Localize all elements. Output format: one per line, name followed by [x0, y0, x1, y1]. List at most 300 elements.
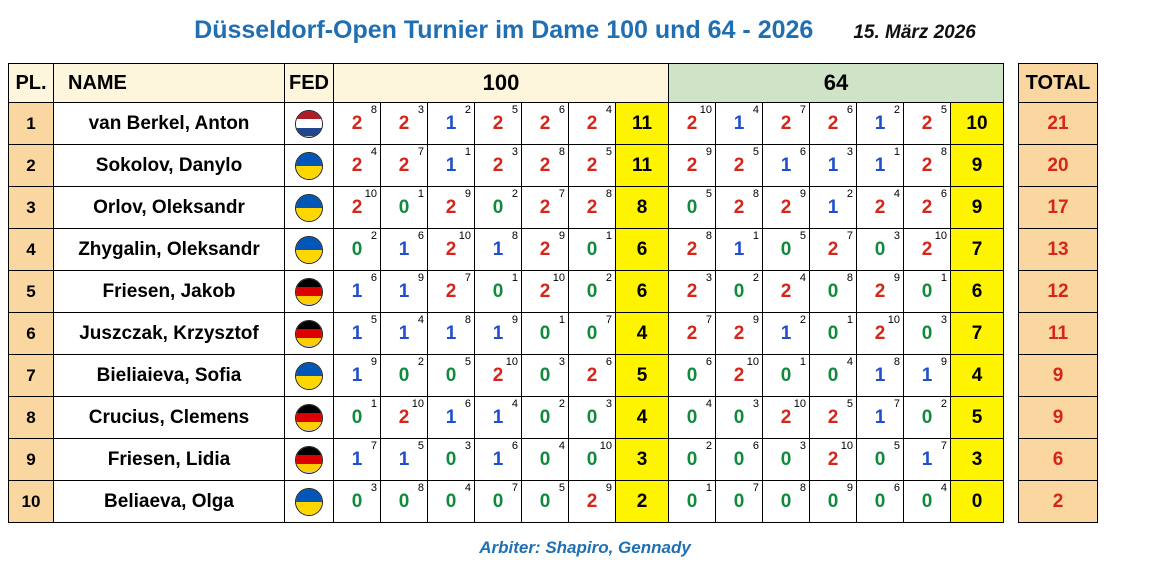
game-score: 2 — [874, 281, 886, 302]
cell-player-name: Beliaeva, Olga — [54, 481, 285, 523]
opponent-number: 6 — [464, 398, 471, 410]
cell-game-result — [522, 355, 569, 397]
cell-game-result — [904, 187, 951, 229]
game-score: 2 — [874, 323, 886, 344]
cell-game-result — [381, 145, 428, 187]
cell-total: 20 — [1019, 145, 1098, 187]
opponent-number: 4 — [511, 398, 518, 410]
cell-game-result — [334, 103, 381, 145]
game-score: 2 — [586, 197, 598, 218]
table-row — [9, 271, 1098, 313]
cell-place: 1 — [9, 103, 54, 145]
game-score: 1 — [492, 407, 504, 428]
opponent-number: 4 — [799, 272, 806, 284]
game-score: 0 — [686, 491, 698, 512]
cell-game-result — [857, 229, 904, 271]
game-score: 2 — [539, 281, 551, 302]
game-score: 0 — [398, 491, 410, 512]
cell-federation — [285, 103, 334, 145]
cell-game-result — [381, 355, 428, 397]
cell-game-result — [810, 481, 857, 523]
flag-icon-ned — [295, 110, 323, 138]
game-score: 0 — [780, 449, 792, 470]
cell-game-result — [334, 187, 381, 229]
game-score: 2 — [686, 281, 698, 302]
cell-game-result — [857, 271, 904, 313]
opponent-number: 5 — [752, 146, 759, 158]
game-score: 0 — [539, 491, 551, 512]
cell-game-result — [381, 187, 428, 229]
game-score: 0 — [733, 491, 745, 512]
opponent-number: 4 — [752, 104, 759, 116]
game-score: 2 — [733, 365, 745, 386]
opponent-number: 8 — [893, 356, 900, 368]
opponent-number: 5 — [370, 314, 377, 326]
table-row — [9, 187, 1098, 229]
cell-game-result — [763, 145, 810, 187]
opponent-number: 7 — [799, 104, 806, 116]
cell-place: 4 — [9, 229, 54, 271]
cell-game-result — [763, 481, 810, 523]
cell-game-result — [569, 397, 616, 439]
cell-game-result — [810, 271, 857, 313]
cell-game-result — [334, 271, 381, 313]
spacer — [1004, 229, 1019, 271]
flag-icon-ger — [295, 320, 323, 348]
cell-game-result — [569, 355, 616, 397]
opponent-number: 3 — [846, 146, 853, 158]
col-header-total: TOTAL — [1019, 64, 1098, 103]
game-score: 1 — [492, 239, 504, 260]
cell-game-result — [857, 439, 904, 481]
cell-game-result — [428, 397, 475, 439]
opponent-number: 7 — [417, 146, 424, 158]
game-score: 0 — [780, 365, 792, 386]
opponent-number: 1 — [558, 314, 565, 326]
cell-game-result — [904, 103, 951, 145]
game-score: 2 — [398, 113, 410, 134]
opponent-number: 10 — [505, 356, 518, 368]
opponent-number: 3 — [799, 440, 806, 452]
game-score: 2 — [539, 197, 551, 218]
cell-subtotal-64: 7 — [951, 313, 1004, 355]
opponent-number: 3 — [605, 398, 612, 410]
cell-game-result — [428, 271, 475, 313]
cell-player-name: Friesen, Jakob — [54, 271, 285, 313]
game-score: 2 — [586, 155, 598, 176]
game-score: 0 — [780, 491, 792, 512]
game-score: 0 — [686, 365, 698, 386]
game-score: 1 — [827, 197, 839, 218]
game-score: 2 — [586, 365, 598, 386]
opponent-number: 10 — [746, 356, 759, 368]
cell-game-result — [857, 397, 904, 439]
game-score: 1 — [398, 239, 410, 260]
opponent-number: 6 — [370, 272, 377, 284]
game-score: 0 — [586, 323, 598, 344]
cell-game-result — [334, 145, 381, 187]
cell-game-result — [810, 187, 857, 229]
opponent-number: 6 — [893, 482, 900, 494]
opponent-number: 9 — [511, 314, 518, 326]
cell-total: 9 — [1019, 355, 1098, 397]
cell-game-result — [475, 187, 522, 229]
cell-subtotal-100: 4 — [616, 313, 669, 355]
cell-game-result — [475, 271, 522, 313]
cell-game-result — [522, 481, 569, 523]
opponent-number: 9 — [605, 482, 612, 494]
cell-game-result — [857, 355, 904, 397]
opponent-number: 9 — [752, 314, 759, 326]
cell-game-result — [569, 187, 616, 229]
cell-game-result — [716, 313, 763, 355]
flag-icon-ger — [295, 446, 323, 474]
cell-game-result — [716, 145, 763, 187]
table-row — [9, 229, 1098, 271]
cell-subtotal-64: 7 — [951, 229, 1004, 271]
cell-game-result — [522, 229, 569, 271]
opponent-number: 7 — [464, 272, 471, 284]
opponent-number: 4 — [893, 188, 900, 200]
game-score: 0 — [586, 281, 598, 302]
game-score: 0 — [586, 449, 598, 470]
cell-subtotal-64: 5 — [951, 397, 1004, 439]
cell-game-result — [716, 187, 763, 229]
cell-game-result — [475, 355, 522, 397]
cell-game-result — [334, 355, 381, 397]
game-score: 2 — [780, 113, 792, 134]
game-score: 0 — [874, 449, 886, 470]
opponent-number: 5 — [558, 482, 565, 494]
opponent-number: 2 — [799, 314, 806, 326]
game-score: 0 — [827, 323, 839, 344]
spacer — [1004, 355, 1019, 397]
cell-game-result — [669, 145, 716, 187]
game-score: 2 — [827, 449, 839, 470]
opponent-number: 1 — [940, 272, 947, 284]
opponent-number: 8 — [605, 188, 612, 200]
flag-icon-ukr — [295, 488, 323, 516]
opponent-number: 8 — [752, 188, 759, 200]
opponent-number: 6 — [558, 104, 565, 116]
cell-place: 7 — [9, 355, 54, 397]
cell-subtotal-100: 5 — [616, 355, 669, 397]
cell-game-result — [857, 481, 904, 523]
opponent-number: 2 — [752, 272, 759, 284]
cell-game-result — [475, 397, 522, 439]
cell-game-result — [763, 229, 810, 271]
cell-game-result — [763, 397, 810, 439]
opponent-number: 8 — [464, 314, 471, 326]
cell-game-result — [522, 103, 569, 145]
cell-game-result — [428, 145, 475, 187]
game-score: 1 — [780, 323, 792, 344]
opponent-number: 6 — [511, 440, 518, 452]
game-score: 0 — [398, 365, 410, 386]
game-score: 1 — [921, 365, 933, 386]
spacer — [1004, 103, 1019, 145]
game-score: 2 — [398, 155, 410, 176]
game-score: 0 — [539, 365, 551, 386]
game-score: 2 — [733, 197, 745, 218]
game-score: 2 — [921, 155, 933, 176]
opponent-number: 6 — [752, 440, 759, 452]
cell-place: 2 — [9, 145, 54, 187]
flag-icon-ukr — [295, 152, 323, 180]
opponent-number: 2 — [846, 188, 853, 200]
table-row — [9, 481, 1098, 523]
flag-icon-ger — [295, 404, 323, 432]
opponent-number: 5 — [846, 398, 853, 410]
cell-game-result — [904, 397, 951, 439]
opponent-number: 2 — [705, 440, 712, 452]
opponent-number: 7 — [846, 230, 853, 242]
cell-federation — [285, 439, 334, 481]
game-score: 0 — [780, 239, 792, 260]
cell-game-result — [810, 439, 857, 481]
game-score: 2 — [827, 407, 839, 428]
game-score: 2 — [539, 155, 551, 176]
flag-icon-ger — [295, 278, 323, 306]
spacer — [1004, 481, 1019, 523]
cell-game-result — [381, 397, 428, 439]
cell-federation — [285, 271, 334, 313]
opponent-number: 8 — [799, 482, 806, 494]
flag-icon-ukr — [295, 236, 323, 264]
cell-game-result — [716, 229, 763, 271]
cell-game-result — [569, 271, 616, 313]
game-score: 0 — [398, 197, 410, 218]
game-score: 0 — [492, 197, 504, 218]
opponent-number: 5 — [705, 188, 712, 200]
opponent-number: 10 — [364, 188, 377, 200]
cell-subtotal-100: 3 — [616, 439, 669, 481]
spacer — [1004, 64, 1019, 103]
opponent-number: 5 — [464, 356, 471, 368]
cell-place: 9 — [9, 439, 54, 481]
cell-place: 5 — [9, 271, 54, 313]
cell-federation — [285, 187, 334, 229]
cell-game-result — [669, 439, 716, 481]
cell-game-result — [716, 481, 763, 523]
cell-game-result — [334, 481, 381, 523]
opponent-number: 10 — [699, 104, 712, 116]
game-score: 1 — [445, 155, 457, 176]
cell-game-result — [716, 103, 763, 145]
game-score: 2 — [445, 281, 457, 302]
cell-player-name: Friesen, Lidia — [54, 439, 285, 481]
opponent-number: 9 — [893, 272, 900, 284]
cell-game-result — [522, 313, 569, 355]
cell-game-result — [522, 187, 569, 229]
game-score: 2 — [586, 491, 598, 512]
game-score: 0 — [686, 449, 698, 470]
cell-subtotal-100: 2 — [616, 481, 669, 523]
table-row — [9, 355, 1098, 397]
spacer — [1004, 145, 1019, 187]
game-score: 2 — [351, 197, 363, 218]
opponent-number: 1 — [893, 146, 900, 158]
game-score: 2 — [874, 197, 886, 218]
opponent-number: 9 — [370, 356, 377, 368]
game-score: 1 — [874, 365, 886, 386]
game-score: 2 — [539, 239, 551, 260]
opponent-number: 9 — [705, 146, 712, 158]
opponent-number: 7 — [511, 482, 518, 494]
cell-game-result — [669, 187, 716, 229]
table-row — [9, 313, 1098, 355]
cell-game-result — [810, 229, 857, 271]
cell-game-result — [569, 103, 616, 145]
opponent-number: 2 — [511, 188, 518, 200]
cell-game-result — [428, 103, 475, 145]
opponent-number: 1 — [464, 146, 471, 158]
cell-game-result — [904, 145, 951, 187]
game-score: 1 — [733, 239, 745, 260]
opponent-number: 9 — [558, 230, 565, 242]
game-score: 1 — [445, 407, 457, 428]
cell-player-name: Sokolov, Danylo — [54, 145, 285, 187]
cell-game-result — [381, 229, 428, 271]
game-score: 2 — [686, 113, 698, 134]
opponent-number: 8 — [846, 272, 853, 284]
game-score: 0 — [921, 491, 933, 512]
game-score: 0 — [445, 365, 457, 386]
opponent-number: 3 — [705, 272, 712, 284]
cell-federation — [285, 229, 334, 271]
game-score: 2 — [539, 113, 551, 134]
cell-place: 10 — [9, 481, 54, 523]
cell-federation — [285, 397, 334, 439]
cell-game-result — [569, 481, 616, 523]
cell-game-result — [716, 271, 763, 313]
cell-game-result — [763, 313, 810, 355]
cell-total: 13 — [1019, 229, 1098, 271]
opponent-number: 10 — [552, 272, 565, 284]
cell-game-result — [522, 397, 569, 439]
game-score: 0 — [874, 239, 886, 260]
opponent-number: 6 — [417, 230, 424, 242]
cell-game-result — [334, 439, 381, 481]
opponent-number: 3 — [940, 314, 947, 326]
cell-subtotal-64: 3 — [951, 439, 1004, 481]
opponent-number: 10 — [411, 398, 424, 410]
game-score: 2 — [921, 239, 933, 260]
opponent-number: 9 — [846, 482, 853, 494]
opponent-number: 2 — [605, 272, 612, 284]
cell-game-result — [857, 187, 904, 229]
cell-game-result — [334, 229, 381, 271]
cell-game-result — [763, 355, 810, 397]
cell-game-result — [569, 145, 616, 187]
opponent-number: 1 — [605, 230, 612, 242]
opponent-number: 10 — [793, 398, 806, 410]
game-score: 0 — [492, 491, 504, 512]
cell-game-result — [763, 439, 810, 481]
opponent-number: 8 — [705, 230, 712, 242]
game-score: 2 — [686, 239, 698, 260]
opponent-number: 6 — [799, 146, 806, 158]
opponent-number: 1 — [799, 356, 806, 368]
cell-player-name: Zhygalin, Oleksandr — [54, 229, 285, 271]
game-score: 2 — [351, 113, 363, 134]
table-row — [9, 145, 1098, 187]
cell-game-result — [475, 439, 522, 481]
spacer — [1004, 271, 1019, 313]
opponent-number: 6 — [846, 104, 853, 116]
opponent-number: 7 — [370, 440, 377, 452]
opponent-number: 10 — [887, 314, 900, 326]
opponent-number: 3 — [893, 230, 900, 242]
cell-player-name: van Berkel, Anton — [54, 103, 285, 145]
cell-subtotal-64: 9 — [951, 145, 1004, 187]
cell-subtotal-100: 8 — [616, 187, 669, 229]
opponent-number: 2 — [417, 356, 424, 368]
game-score: 2 — [445, 197, 457, 218]
opponent-number: 7 — [558, 188, 565, 200]
opponent-number: 3 — [417, 104, 424, 116]
opponent-number: 4 — [370, 146, 377, 158]
opponent-number: 3 — [464, 440, 471, 452]
opponent-number: 5 — [893, 440, 900, 452]
game-score: 1 — [351, 323, 363, 344]
results-table-wrap — [8, 63, 1098, 523]
game-score: 0 — [686, 407, 698, 428]
cell-game-result — [522, 145, 569, 187]
spacer — [1004, 187, 1019, 229]
game-score: 1 — [492, 449, 504, 470]
cell-player-name: Juszczak, Krzysztof — [54, 313, 285, 355]
game-score: 2 — [733, 155, 745, 176]
cell-game-result — [522, 271, 569, 313]
cell-total: 21 — [1019, 103, 1098, 145]
opponent-number: 2 — [370, 230, 377, 242]
cell-subtotal-100: 11 — [616, 103, 669, 145]
cell-federation — [285, 355, 334, 397]
game-score: 0 — [733, 407, 745, 428]
cell-game-result — [904, 313, 951, 355]
game-score: 2 — [827, 239, 839, 260]
opponent-number: 8 — [370, 104, 377, 116]
cell-game-result — [475, 481, 522, 523]
table-row — [9, 439, 1098, 481]
game-score: 0 — [539, 323, 551, 344]
game-score: 2 — [492, 155, 504, 176]
game-score: 0 — [827, 365, 839, 386]
opponent-number: 10 — [840, 440, 853, 452]
cell-game-result — [428, 481, 475, 523]
cell-place: 8 — [9, 397, 54, 439]
table-row — [9, 397, 1098, 439]
tournament-date: 15. März 2026 — [853, 22, 976, 43]
cell-game-result — [763, 187, 810, 229]
cell-game-result — [381, 439, 428, 481]
opponent-number: 2 — [893, 104, 900, 116]
cell-subtotal-100: 6 — [616, 229, 669, 271]
game-score: 0 — [827, 281, 839, 302]
opponent-number: 7 — [893, 398, 900, 410]
cell-player-name: Bieliaieva, Sofia — [54, 355, 285, 397]
cell-game-result — [904, 439, 951, 481]
game-score: 0 — [445, 449, 457, 470]
opponent-number: 9 — [940, 356, 947, 368]
game-score: 1 — [351, 281, 363, 302]
cell-game-result — [763, 271, 810, 313]
cell-subtotal-64: 4 — [951, 355, 1004, 397]
cell-game-result — [569, 313, 616, 355]
cell-game-result — [428, 187, 475, 229]
game-score: 0 — [921, 281, 933, 302]
